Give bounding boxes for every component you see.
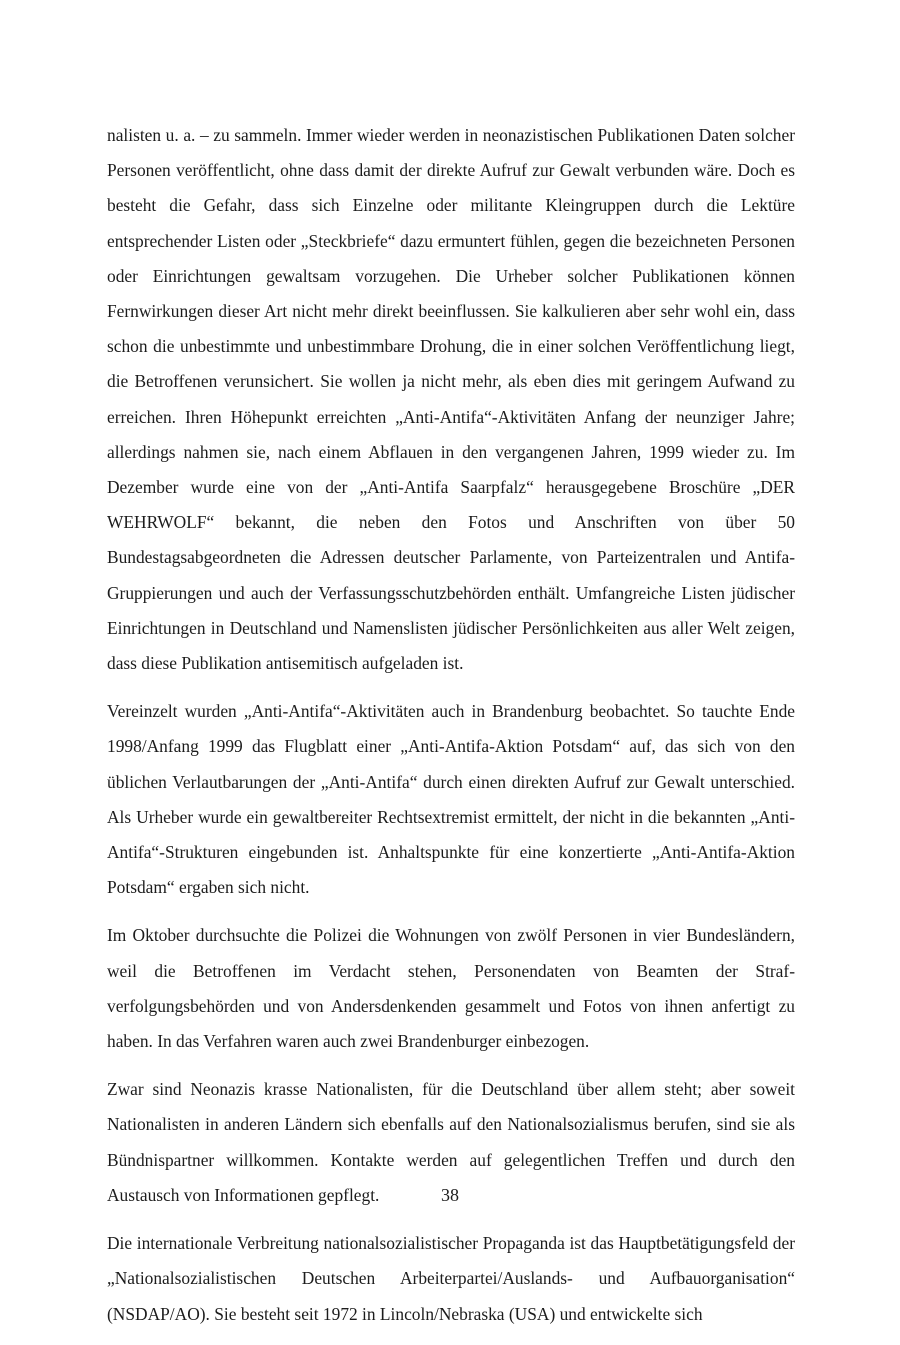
- paragraph-nsdap-ao: Die internationale Verbreitung nationalsozialistischer Propaganda ist das Hauptbetätigungsfeld der „Nationalsozialistischen Deutschen Arbeiterpartei/Auslands- und Aufbauorganisation“ (NSDAP/AO). Sie besteht seit 1972 in Lincoln/Nebraska (USA) und entwickelte sich: [107, 1233, 795, 1324]
- paragraph-international-contacts: Zwar sind Neonazis krasse Nationalisten, für die Deutschland über allem steht; aber soweit Nationalisten in anderen Ländern sich ebenfalls auf den Nationalsozialismus berufen, sind sie als Bündnispartner willkommen. Kontakte werden auf gelegentlichen Treffen und durch den Austausch von Informationen gepflegt.: [107, 1079, 795, 1205]
- page-body: [107, 118, 795, 1345]
- paragraph-brandenburg: Vereinzelt wurden „Anti-Antifa“-Aktivitäten auch in Brandenburg beobachtet. So tauchte Ende 1998/Anfang 1999 das Flugblatt einer „Anti-Antifa-Aktion Potsdam“ auf, das sich von den üblichen Verlautbarungen der „Anti-Antifa“ durch einen direkten Aufruf zur Gewalt unterschied. Als Urheber wurde ein gewaltbereiter Rechtsextremist ermittelt, der nicht in die bekannten „Anti-Antifa“-Strukturen eingebunden ist. Anhaltspunkte für eine konzertierte „Anti-Antifa-Aktion Potsdam“ ergaben sich nicht.: [107, 701, 795, 898]
- page-number: 38: [441, 1185, 459, 1205]
- paragraph-anti-antifa-lists: nalisten u. a. – zu sammeln. Immer wieder werden in neonazistischen Publikationen Daten solcher Personen veröffentlicht, ohne dass damit der direkte Aufruf zur Gewalt verbunden wäre. Doch es besteht die Gefahr, dass sich Einzelne oder militante Kleingruppen durch die Lektüre entsprechender Listen oder „Steckbriefe“ dazu ermuntert fühlen, gegen die bezeichneten Personen oder Einrichtungen gewaltsam vorzugehen. Die Urheber solcher Publikationen können Fernwirkungen dieser Art nicht mehr direkt beeinflussen. Sie kalkulieren aber sehr wohl ein, dass schon die unbestimmte und unbestimmbare Drohung, die in einer solchen Veröffentlichung liegt, die Betroffenen verunsichert. Sie wollen ja nicht mehr, als eben dies mit geringem Aufwand zu erreichen. Ihren Höhepunkt erreichten „Anti-Antifa“-Aktivitäten Anfang der neunziger Jahre; allerdings nahmen sie, nach einem Abflauen in den vergangenen Jahren, 1999 wieder zu. Im Dezember wurde eine von der „Anti-Antifa Saarpfalz“ herausgegebene Broschüre „DER WEHRWOLF“ bekannt, die neben den Fotos und Anschriften von über 50 Bundestagsabgeordneten die Adressen deutscher Parlamente, von Parteizentralen und Antifa-Gruppierungen und auch der Verfassungsschutzbehörden enthält. Umfangreiche Listen jüdischer Einrichtungen in Deutschland und Namenslisten jüdischer Persönlichkeiten aus aller Welt zeigen, dass diese Publikation antisemitisch aufgeladen ist.: [107, 125, 795, 674]
- paragraph-police-search: Im Oktober durchsuchte die Polizei die Wohnungen von zwölf Personen in vier Bundesländern, weil die Betroffenen im Verdacht stehen, Personendaten von Beamten der Strafverfolgungsbehörden und von Andersdenkenden gesammelt und Fotos von ihnen anfertigt zu haben. In das Verfahren waren auch zwei Brandenburger einbezogen.: [107, 925, 795, 1052]
